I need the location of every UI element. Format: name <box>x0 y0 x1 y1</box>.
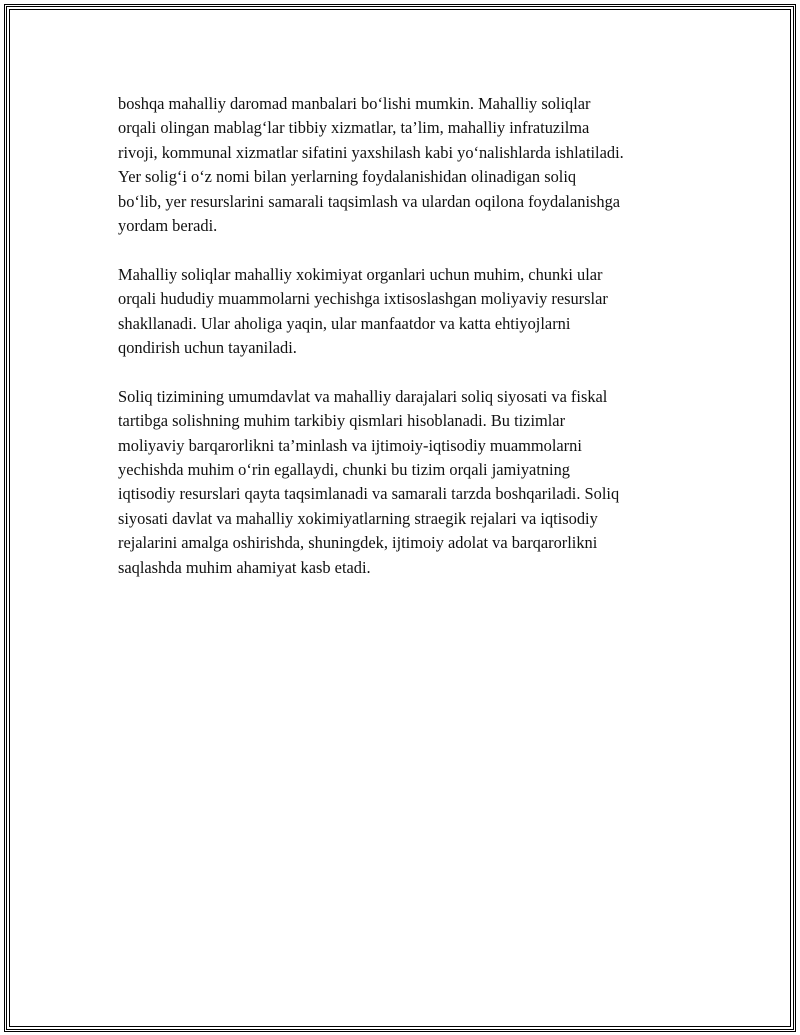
paragraph-3: Soliq tizimining umumdavlat va mahalliy darajalari soliq siyosati va fiskal tartibga solishning muhim tarkibiy qismlari hisoblanadi. Bu tizimlar moliyaviy barqarorlikni ta’minlash va ijtimoiy-iqtisodiy muammolarni yechishda muhim o‘rin egallaydi, chunki bu tizim orqali jamiyatning iqtisodiy resurslari qayta taqsimlanadi va samarali tarzda boshqariladi. Soliq siyosati davlat va mahalliy xokimiyatlarning straegik rejalari va iqtisodiy rejalarini amalga oshirishda, shuningdek, ijtimoiy adolat va barqarorlikni saqlashda muhim ahamiyat kasb etadi. <box>118 386 620 577</box>
paragraph-2: Mahalliy soliqlar mahalliy xokimiyat organlari uchun muhim, chunki ular orqali hududiy muammolarni yechishga ixtisoslashgan moliyaviy resurslar shakllanadi. Ular aholiga yaqin, ular manfaatdor va katta ehtiyojlarni qondirish uchun tayaniladi. <box>118 264 608 358</box>
document-body <box>118 92 703 604</box>
paragraph-1: boshqa mahalliy daromad manbalari bo‘lishi mumkin. Mahalliy soliqlar orqali olingan mablag‘lar tibbiy xizmatlar, ta’lim, mahalliy infratuzilma rivoji, kommunal xizmatlar sifatini yaxshilash kabi yo‘nalishlarda ishlatiladi. Yer solig‘i o‘z nomi bilan yerlarning foydalanishidan olinadigan soliq bo‘lib, yer resurslarini samarali taqsimlash va ulardan oqilona foydalanishga yordam beradi. <box>118 94 624 236</box>
